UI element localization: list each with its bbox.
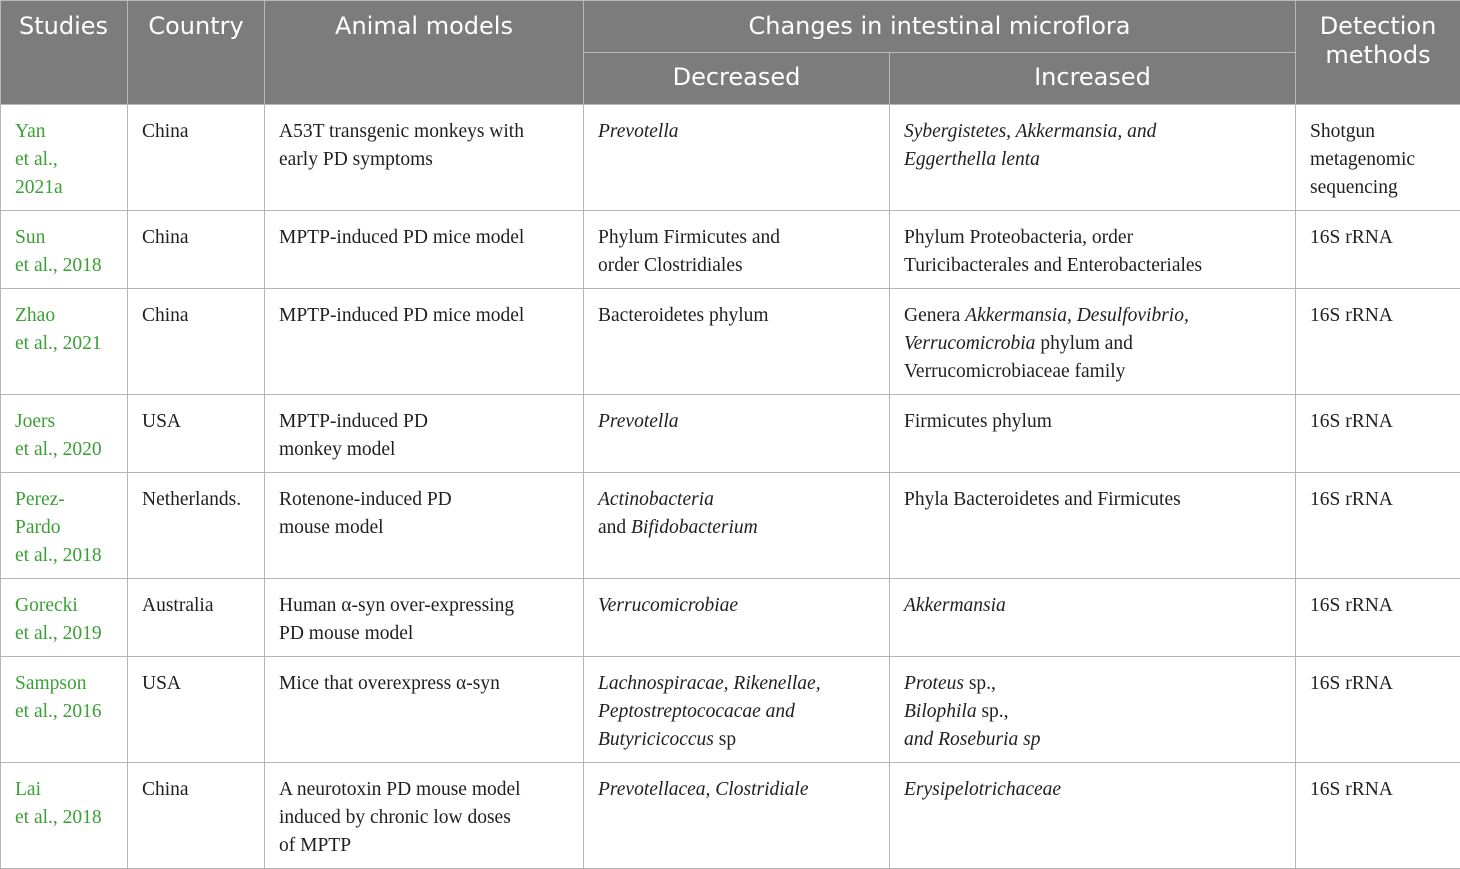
cell-line: Prevotella xyxy=(598,411,679,432)
cell-line: et al., 2018 xyxy=(15,255,102,276)
cell-line: 2021a xyxy=(15,177,63,198)
header-studies: Studies xyxy=(1,1,128,105)
decreased-cell xyxy=(584,763,890,869)
table-row xyxy=(1,473,1460,579)
cell-line: MPTP-induced PD xyxy=(279,411,428,432)
cell-line: Pardo xyxy=(15,517,61,538)
cell-fragment: Actinobacteria xyxy=(598,489,714,510)
cell-line: Joers xyxy=(15,411,55,432)
cell-line: Firmicutes phylum xyxy=(904,411,1052,432)
increased-cell xyxy=(890,211,1296,289)
header-detection-line2: methods xyxy=(1325,41,1430,69)
detection-method-cell xyxy=(1296,395,1460,473)
cell-line: Prevotellacea, Clostridiale xyxy=(598,779,808,800)
cell-line: Sampson xyxy=(15,673,87,694)
detection-method-cell xyxy=(1296,211,1460,289)
study-cell[interactable] xyxy=(1,105,128,211)
cell-line: 16S rRNA xyxy=(1310,489,1393,510)
cell-line: 16S rRNA xyxy=(1310,227,1393,248)
study-cell[interactable] xyxy=(1,763,128,869)
table-row xyxy=(1,579,1460,657)
cell-line: Lai xyxy=(15,779,41,800)
increased-cell xyxy=(890,289,1296,395)
cell-fragment: sp., xyxy=(964,673,996,694)
cell-fragment: Bilophila xyxy=(904,701,977,722)
study-cell[interactable] xyxy=(1,211,128,289)
table-row xyxy=(1,763,1460,869)
cell-fragment: Butyricicoccus xyxy=(598,729,714,750)
cell-fragment: phylum and xyxy=(1035,333,1133,354)
cell-fragment: Bifidobacterium xyxy=(631,517,758,538)
cell-line: A53T transgenic monkeys with xyxy=(279,121,524,142)
cell-line: 16S rRNA xyxy=(1310,595,1393,616)
cell-line: Turicibacterales and Enterobacteriales xyxy=(904,255,1202,276)
detection-method-cell xyxy=(1296,473,1460,579)
cell-line: order Clostridiales xyxy=(598,255,743,276)
cell-line: Eggerthella lenta xyxy=(904,149,1040,170)
country-cell: China xyxy=(128,763,265,869)
study-cell[interactable] xyxy=(1,473,128,579)
country-cell: USA xyxy=(128,395,265,473)
detection-method-cell xyxy=(1296,657,1460,763)
cell-line: Bacteroidetes phylum xyxy=(598,305,769,326)
cell-fragment: Verrucomicrobia xyxy=(904,333,1035,354)
cell-line: Human α-syn over-expressing xyxy=(279,595,514,616)
cell-fragment: sp., xyxy=(977,701,1009,722)
animal-model-cell xyxy=(265,289,584,395)
cell-fragment: Peptostreptococacae and xyxy=(598,701,795,722)
cell-line: of MPTP xyxy=(279,835,351,856)
country-cell: USA xyxy=(128,657,265,763)
increased-cell xyxy=(890,473,1296,579)
cell-fragment: Proteus xyxy=(904,673,964,694)
study-cell[interactable] xyxy=(1,579,128,657)
cell-line: et al., 2021 xyxy=(15,333,102,354)
cell-line: MPTP-induced PD mice model xyxy=(279,305,524,326)
cell-line: Perez- xyxy=(15,489,65,510)
decreased-cell xyxy=(584,473,890,579)
cell-fragment: and xyxy=(598,517,631,538)
cell-line: Yan xyxy=(15,121,46,142)
cell-line: induced by chronic low doses xyxy=(279,807,511,828)
header-country: Country xyxy=(128,1,265,105)
increased-cell xyxy=(890,105,1296,211)
increased-cell xyxy=(890,763,1296,869)
cell-line: Phylum Firmicutes and xyxy=(598,227,780,248)
increased-cell xyxy=(890,579,1296,657)
cell-line: et al., 2019 xyxy=(15,623,102,644)
table-body xyxy=(1,105,1460,869)
study-cell[interactable] xyxy=(1,395,128,473)
cell-line: Rotenone-induced PD xyxy=(279,489,452,510)
cell-line: sequencing xyxy=(1310,177,1398,198)
cell-line: Akkermansia xyxy=(904,595,1006,616)
cell-fragment: Lachnospiracae, Rikenellae, xyxy=(598,673,821,694)
table-row xyxy=(1,395,1460,473)
increased-cell xyxy=(890,395,1296,473)
study-cell[interactable] xyxy=(1,657,128,763)
country-cell: China xyxy=(128,289,265,395)
table-row xyxy=(1,105,1460,211)
cell-line: 16S rRNA xyxy=(1310,305,1393,326)
cell-line: Erysipelotrichaceae xyxy=(904,779,1061,800)
cell-line: Sybergistetes, Akkermansia, and xyxy=(904,121,1156,142)
header-detection-methods xyxy=(1296,1,1460,105)
cell-line: Sun xyxy=(15,227,45,248)
animal-model-cell xyxy=(265,211,584,289)
table-row xyxy=(1,289,1460,395)
cell-line: monkey model xyxy=(279,439,395,460)
cell-line: A neurotoxin PD mouse model xyxy=(279,779,521,800)
cell-line: et al., 2016 xyxy=(15,701,102,722)
cell-line: Phylum Proteobacteria, order xyxy=(904,227,1133,248)
decreased-cell xyxy=(584,105,890,211)
table-row xyxy=(1,657,1460,763)
cell-line: 16S rRNA xyxy=(1310,411,1393,432)
cell-line: Zhao xyxy=(15,305,55,326)
header-increased: Increased xyxy=(890,53,1296,105)
decreased-cell xyxy=(584,579,890,657)
detection-method-cell xyxy=(1296,579,1460,657)
cell-line: mouse model xyxy=(279,517,384,538)
cell-line: Verrucomicrobiae xyxy=(598,595,738,616)
cell-line: et al., 2018 xyxy=(15,807,102,828)
cell-line: 16S rRNA xyxy=(1310,673,1393,694)
animal-model-cell xyxy=(265,473,584,579)
animal-model-cell xyxy=(265,395,584,473)
cell-line: PD mouse model xyxy=(279,623,413,644)
cell-line: early PD symptoms xyxy=(279,149,433,170)
animal-model-cell xyxy=(265,579,584,657)
cell-line: et al., 2020 xyxy=(15,439,102,460)
header-changes: Changes in intestinal microflora xyxy=(584,1,1296,53)
cell-line: Shotgun xyxy=(1310,121,1375,142)
detection-method-cell xyxy=(1296,763,1460,869)
cell-fragment: Genera xyxy=(904,305,965,326)
cell-line: et al., xyxy=(15,149,58,170)
table-row xyxy=(1,211,1460,289)
decreased-cell xyxy=(584,657,890,763)
detection-method-cell xyxy=(1296,289,1460,395)
cell-line: 16S rRNA xyxy=(1310,779,1393,800)
country-cell: Netherlands. xyxy=(128,473,265,579)
cell-fragment: Verrucomicrobiaceae family xyxy=(904,361,1125,382)
cell-line: MPTP-induced PD mice model xyxy=(279,227,524,248)
detection-method-cell xyxy=(1296,105,1460,211)
decreased-cell xyxy=(584,211,890,289)
increased-cell xyxy=(890,657,1296,763)
header-decreased: Decreased xyxy=(584,53,890,105)
cell-line: Phyla Bacteroidetes and Firmicutes xyxy=(904,489,1181,510)
cell-line: Mice that overexpress α-syn xyxy=(279,673,500,694)
header-detection-line1: Detection xyxy=(1320,12,1437,40)
decreased-cell xyxy=(584,289,890,395)
cell-fragment: and Roseburia sp xyxy=(904,729,1041,750)
cell-fragment: Akkermansia, Desulfovibrio, xyxy=(965,305,1189,326)
cell-line: et al., 2018 xyxy=(15,545,102,566)
study-cell[interactable] xyxy=(1,289,128,395)
cell-line: Gorecki xyxy=(15,595,78,616)
animal-model-cell xyxy=(265,763,584,869)
animal-model-cell xyxy=(265,657,584,763)
decreased-cell xyxy=(584,395,890,473)
cell-line: Prevotella xyxy=(598,121,679,142)
country-cell: Australia xyxy=(128,579,265,657)
country-cell: China xyxy=(128,105,265,211)
animal-model-cell xyxy=(265,105,584,211)
header-animal-models: Animal models xyxy=(265,1,584,105)
cell-line: metagenomic xyxy=(1310,149,1415,170)
cell-fragment: sp xyxy=(714,729,736,750)
country-cell: China xyxy=(128,211,265,289)
